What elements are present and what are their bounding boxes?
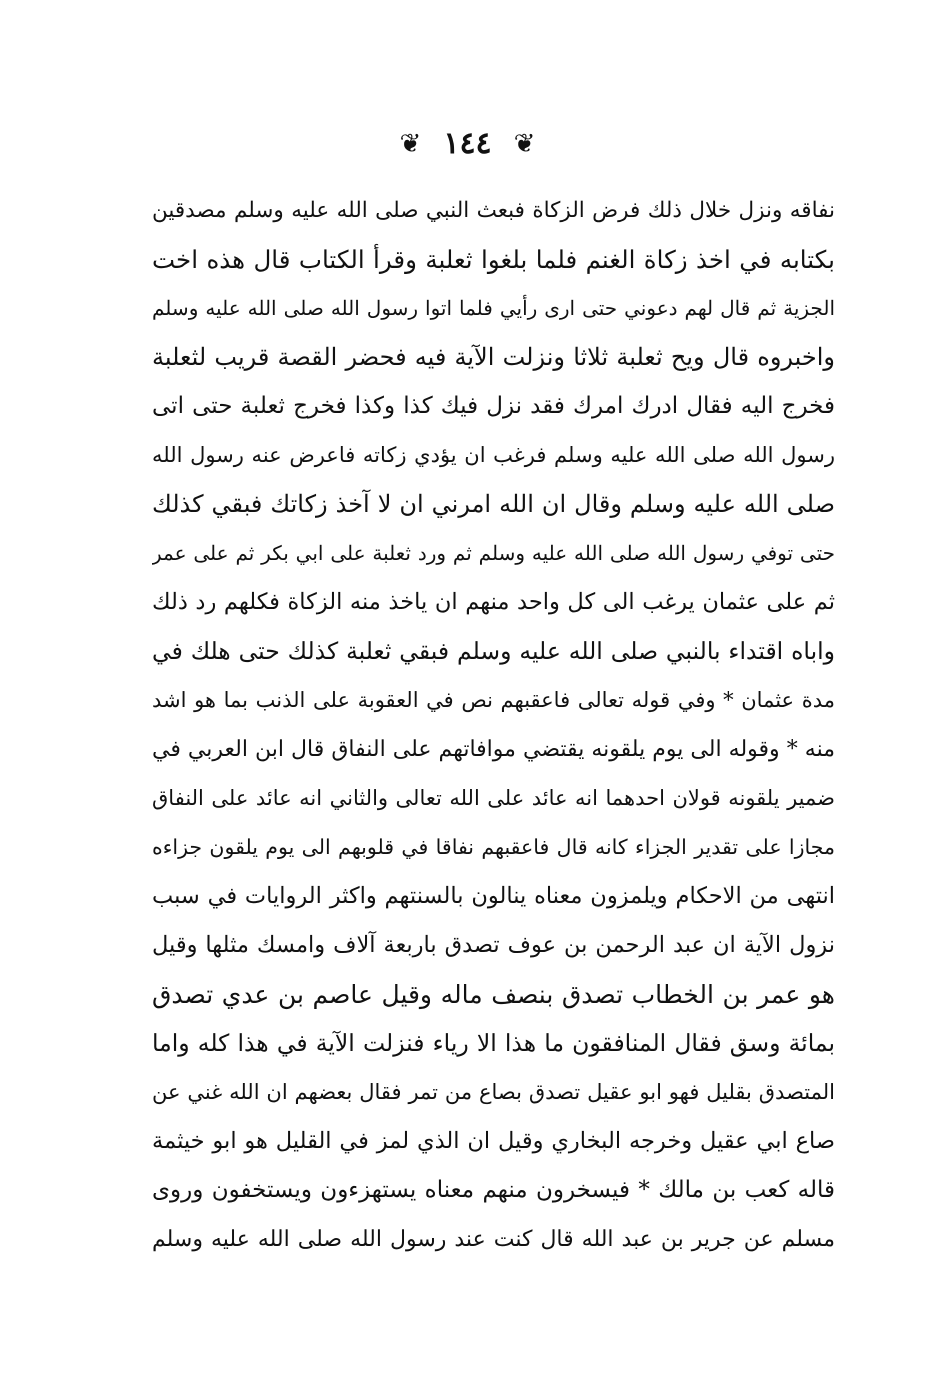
text-line: مسلم عن جرير بن عبد الله قال كنت عند رسول الله صلى الله عليه وسلم	[152, 1227, 835, 1252]
text-line: رسول الله صلى الله عليه وسلم فرغب ان يؤدي زكاته فاعرض عنه رسول الله	[152, 443, 835, 467]
text-line: صلى الله عليه وسلم وقال ان الله امرني ان لا آخذ زكاتك فبقي كذلك	[152, 490, 835, 518]
ornament-left-icon: ❦	[399, 129, 422, 159]
text-line: ضمير يلقونه قولان احدهما انه عائد على الله تعالى والثاني انه عائد على النفاق	[152, 786, 835, 810]
text-line: مجازا على تقدير الجزاء كانه قال فاعقبهم نفاقا في قلوبهم الى يوم يلقون جزاءه	[152, 835, 835, 859]
text-line: فخرج اليه فقال ادرك امرك فقد نزل فيك كذا وكذا فخرج ثعلبة حتى اتى	[152, 393, 835, 419]
text-line: مدة عثمان * وفي قوله تعالى فاعقبهم نص في العقوبة على الذنب بما هو اشد	[152, 688, 835, 712]
text-line: نزول الآية ان عبد الرحمن بن عوف تصدق باربعة آلاف وامسك مثلها وقيل	[152, 932, 835, 958]
text-line: حتى توفي رسول الله صلى الله عليه وسلم ثم ورد ثعلبة على ابي بكر ثم على عمر	[152, 541, 835, 565]
text-line: صاع ابي عقيل وخرجه البخاري وقيل ان الذي لمز في القليل هو ابو خيثمة	[152, 1128, 835, 1154]
text-line: انتهى من الاحكام ويلمزون معناه ينالون بالسنتهم واكثر الروايات في سبب	[152, 883, 835, 909]
text-line: بمائة وسق فقال المنافقون ما هذا الا رياء فنزلت الآية في هذا كله واما	[152, 1029, 835, 1057]
text-line: قاله كعب بن مالك * فيسخرون منهم معناه يستهزءون ويستخفون وروى	[152, 1177, 835, 1203]
text-line: منه * وقوله الى يوم يلقونه يقتضي موافاتهم على النفاق قال ابن العربي في	[152, 737, 835, 762]
text-line: ثم على عثمان يرغب الى كل واحد منهم ان ياخذ منه الزكاة فكلهم رد ذلك	[152, 589, 835, 615]
text-line: واخبروه قال ويح ثعلبة ثلاثا ونزلت الآية فيه فحضر القصة قريب لثعلبة	[152, 343, 835, 371]
page-header	[0, 124, 935, 164]
text-line: بكتابه في اخذ زكاة الغنم فلما بلغوا ثعلبة وقرأ الكتاب قال هذه اخت	[152, 245, 835, 274]
text-line: الجزية ثم قال لهم دعوني حتى ارى رأيي فلما اتوا رسول الله صلى الله عليه وسلم	[152, 296, 835, 320]
ornament-right-icon: ❦	[513, 129, 536, 159]
page-number: ١٤٤	[443, 126, 492, 161]
body-text	[152, 186, 835, 1264]
text-line: هو عمر بن الخطاب تصدق بنصف ماله وقيل عاصم بن عدي تصدق	[152, 980, 835, 1009]
text-line: نفاقه ونزل خلال ذلك فرض الزكاة فبعث النبي صلى الله عليه وسلم مصدقين	[152, 198, 835, 223]
text-line: واباه اقتداء بالنبي صلى الله عليه وسلم فبقي ثعلبة كذلك حتى هلك في	[152, 637, 835, 665]
text-line: المتصدق بقليل فهو ابو عقيل تصدق بصاع من تمر فقال بعضهم ان الله غني عن	[152, 1080, 835, 1104]
